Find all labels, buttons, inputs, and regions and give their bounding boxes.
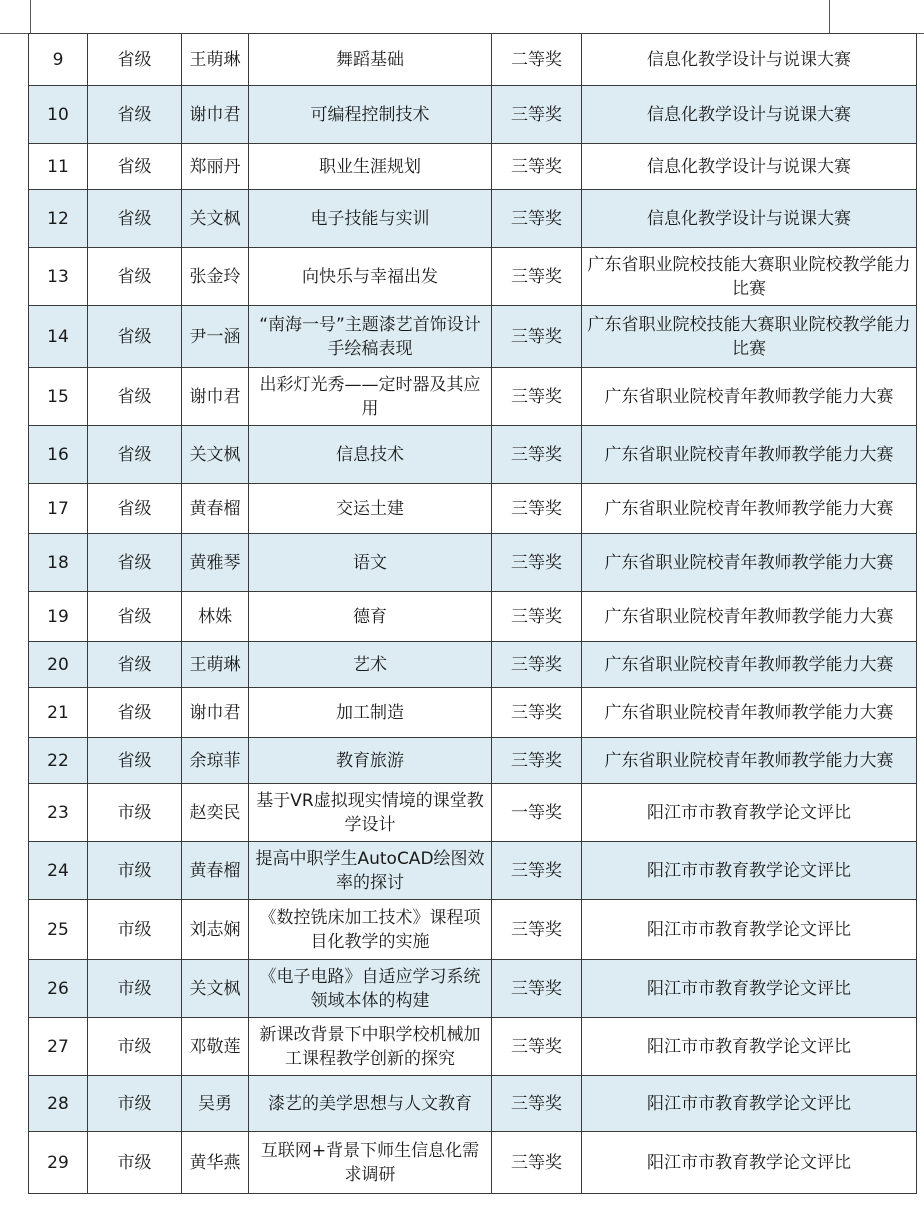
cell-name: 刘志娴 [182,900,249,960]
cell-award: 三等奖 [492,1076,582,1132]
cell-number: 23 [29,784,88,842]
cell-number: 29 [29,1132,88,1194]
cell-level: 市级 [88,1132,182,1194]
cell-level: 省级 [88,368,182,426]
cell-number: 22 [29,738,88,784]
cell-title: 漆艺的美学思想与人文教育 [249,1076,492,1132]
cell-title: 可编程控制技术 [249,86,492,144]
cell-number: 18 [29,534,88,592]
cell-title: 新课改背景下中职学校机械加工课程教学创新的探究 [249,1018,492,1076]
cell-level: 省级 [88,688,182,738]
cell-level: 省级 [88,426,182,484]
cell-contest: 广东省职业院校青年教师教学能力大赛 [582,534,917,592]
cell-title: 德育 [249,592,492,642]
cell-level: 省级 [88,86,182,144]
cell-level: 省级 [88,642,182,688]
table-row [29,34,917,86]
cell-award: 三等奖 [492,960,582,1018]
cell-award: 三等奖 [492,144,582,190]
cell-contest: 阳江市市教育教学论文评比 [582,1076,917,1132]
table-row [29,368,917,426]
cell-number: 20 [29,642,88,688]
cell-contest: 广东省职业院校技能大赛职业院校教学能力比赛 [582,306,917,368]
cell-name: 关文枫 [182,426,249,484]
cell-name: 关文枫 [182,190,249,248]
cell-contest: 信息化教学设计与说课大赛 [582,86,917,144]
cell-level: 省级 [88,144,182,190]
cell-contest: 广东省职业院校青年教师教学能力大赛 [582,738,917,784]
cell-contest: 广东省职业院校青年教师教学能力大赛 [582,642,917,688]
previous-row-fragment [0,0,924,34]
cell-number: 13 [29,248,88,306]
cell-title: 交运土建 [249,484,492,534]
table-row [29,900,917,960]
cell-contest: 阳江市市教育教学论文评比 [582,1018,917,1076]
cell-number: 10 [29,86,88,144]
table-row [29,86,917,144]
cell-title: 向快乐与幸福出发 [249,248,492,306]
cell-level: 市级 [88,842,182,900]
cell-title: 信息技术 [249,426,492,484]
cell-number: 24 [29,842,88,900]
cell-number: 15 [29,368,88,426]
cell-contest: 广东省职业院校技能大赛职业院校教学能力比赛 [582,248,917,306]
cell-title: “南海一号”主题漆艺首饰设计手绘稿表现 [249,306,492,368]
cell-number: 19 [29,592,88,642]
cell-contest: 广东省职业院校青年教师教学能力大赛 [582,592,917,642]
cell-level: 省级 [88,534,182,592]
cell-title: 《数控铣床加工技术》课程项目化教学的实施 [249,900,492,960]
cell-number: 11 [29,144,88,190]
table-row [29,306,917,368]
cell-level: 省级 [88,306,182,368]
table-row [29,426,917,484]
cell-title: 基于VR虚拟现实情境的课堂教学设计 [249,784,492,842]
cell-title: 加工制造 [249,688,492,738]
cell-name: 王萌琳 [182,642,249,688]
cell-number: 21 [29,688,88,738]
cell-award: 三等奖 [492,306,582,368]
cell-number: 16 [29,426,88,484]
cell-name: 郑丽丹 [182,144,249,190]
cell-contest: 阳江市市教育教学论文评比 [582,1132,917,1194]
cell-name: 林姝 [182,592,249,642]
cell-contest: 信息化教学设计与说课大赛 [582,190,917,248]
cell-name: 余琼菲 [182,738,249,784]
cell-number: 27 [29,1018,88,1076]
cell-contest: 信息化教学设计与说课大赛 [582,144,917,190]
cell-name: 吴勇 [182,1076,249,1132]
cell-award: 二等奖 [492,34,582,86]
cell-level: 市级 [88,900,182,960]
cell-award: 三等奖 [492,688,582,738]
cell-title: 电子技能与实训 [249,190,492,248]
cell-level: 市级 [88,1076,182,1132]
cell-name: 黄春榴 [182,484,249,534]
cell-title: 提高中职学生AutoCAD绘图效率的探讨 [249,842,492,900]
cell-number: 17 [29,484,88,534]
cell-title: 出彩灯光秀——定时器及其应用 [249,368,492,426]
table-row [29,592,917,642]
cell-award: 三等奖 [492,592,582,642]
table-row [29,688,917,738]
cell-award: 三等奖 [492,368,582,426]
cell-contest: 广东省职业院校青年教师教学能力大赛 [582,368,917,426]
table-row [29,960,917,1018]
cell-title: 《电子电路》自适应学习系统领域本体的构建 [249,960,492,1018]
cell-number: 14 [29,306,88,368]
table-row [29,842,917,900]
cell-number: 12 [29,190,88,248]
cell-award: 三等奖 [492,86,582,144]
table-row [29,190,917,248]
cell-contest: 广东省职业院校青年教师教学能力大赛 [582,484,917,534]
cell-name: 邓敬莲 [182,1018,249,1076]
cell-name: 黄雅琴 [182,534,249,592]
cell-level: 省级 [88,484,182,534]
cell-name: 关文枫 [182,960,249,1018]
cell-name: 赵奕民 [182,784,249,842]
cell-title: 艺术 [249,642,492,688]
cell-name: 谢巾君 [182,688,249,738]
cell-number: 25 [29,900,88,960]
awards-table-body [29,34,917,1194]
cell-name: 黄华燕 [182,1132,249,1194]
cell-award: 三等奖 [492,642,582,688]
cell-contest: 阳江市市教育教学论文评比 [582,842,917,900]
cell-award: 三等奖 [492,738,582,784]
cell-level: 市级 [88,784,182,842]
cell-name: 黄春榴 [182,842,249,900]
table-row [29,1132,917,1194]
cell-level: 省级 [88,738,182,784]
table-row [29,1018,917,1076]
cell-contest: 阳江市市教育教学论文评比 [582,900,917,960]
cell-award: 三等奖 [492,842,582,900]
table-row [29,784,917,842]
cell-name: 谢巾君 [182,368,249,426]
cell-name: 张金玲 [182,248,249,306]
cell-name: 谢巾君 [182,86,249,144]
table-row [29,1076,917,1132]
table-row [29,144,917,190]
cell-level: 省级 [88,592,182,642]
cell-award: 三等奖 [492,248,582,306]
table-row [29,484,917,534]
awards-table [28,33,917,1194]
cell-number: 26 [29,960,88,1018]
cell-title: 互联网+背景下师生信息化需求调研 [249,1132,492,1194]
cell-contest: 广东省职业院校青年教师教学能力大赛 [582,426,917,484]
cell-title: 语文 [249,534,492,592]
cell-title: 职业生涯规划 [249,144,492,190]
cell-contest: 广东省职业院校青年教师教学能力大赛 [582,688,917,738]
cell-level: 省级 [88,34,182,86]
cell-contest: 阳江市市教育教学论文评比 [582,960,917,1018]
cell-award: 三等奖 [492,1018,582,1076]
cell-level: 省级 [88,190,182,248]
cell-award: 一等奖 [492,784,582,842]
cell-name: 王萌琳 [182,34,249,86]
cell-award: 三等奖 [492,190,582,248]
cell-title: 教育旅游 [249,738,492,784]
cell-level: 市级 [88,1018,182,1076]
cell-border [30,0,31,34]
table-row [29,248,917,306]
cell-award: 三等奖 [492,484,582,534]
cell-number: 9 [29,34,88,86]
cell-award: 三等奖 [492,900,582,960]
cell-name: 尹一涵 [182,306,249,368]
cell-award: 三等奖 [492,534,582,592]
table-row [29,642,917,688]
cell-level: 市级 [88,960,182,1018]
table-row [29,534,917,592]
cell-number: 28 [29,1076,88,1132]
cell-award: 三等奖 [492,1132,582,1194]
cell-title: 舞蹈基础 [249,34,492,86]
cell-level: 省级 [88,248,182,306]
cell-award: 三等奖 [492,426,582,484]
cell-contest: 信息化教学设计与说课大赛 [582,34,917,86]
table-row [29,738,917,784]
cell-contest: 阳江市市教育教学论文评比 [582,784,917,842]
cell-border [829,0,830,34]
